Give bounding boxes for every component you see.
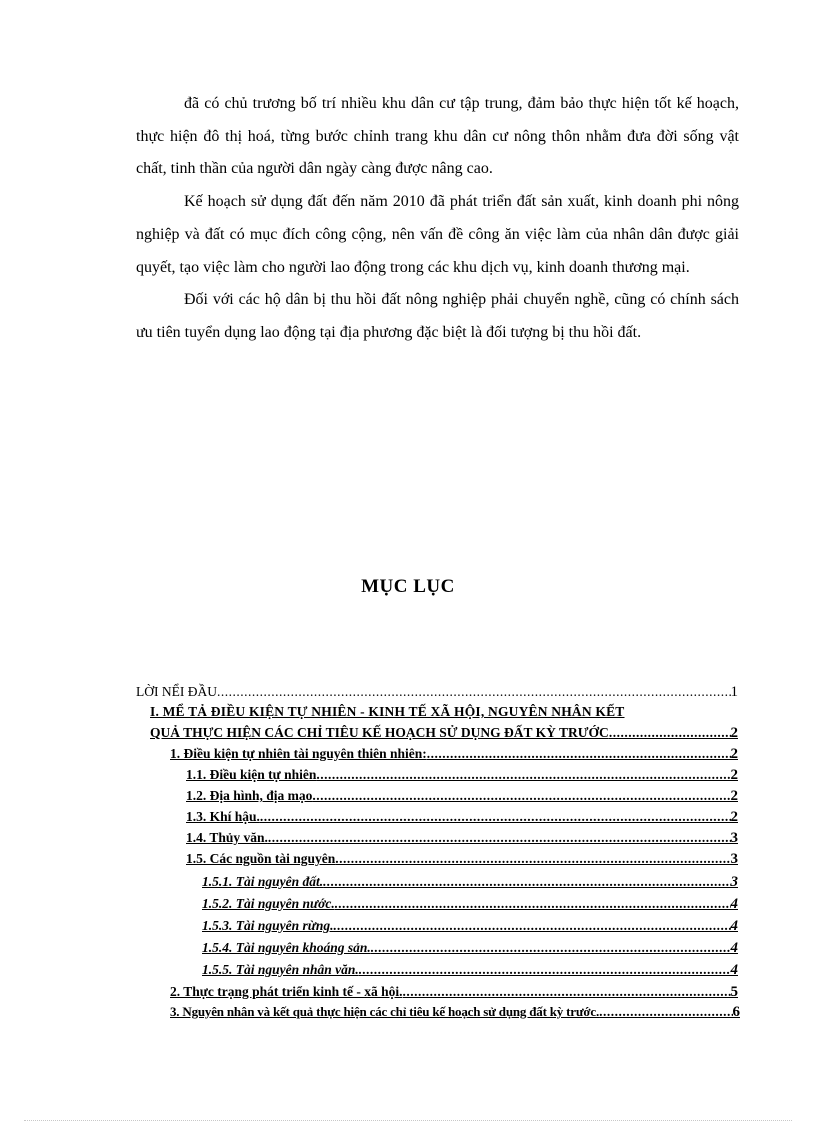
toc-entry-page: 4	[730, 896, 738, 912]
toc-leader-dots	[371, 938, 731, 958]
toc-entry-page: 2	[730, 746, 738, 762]
page-bottom-rule	[24, 1120, 792, 1121]
toc-entry-page: 4	[730, 962, 738, 978]
toc-entry-page: 3	[730, 851, 738, 867]
toc-entry-text: 1.5.5. Tài nguyên nhân văn.	[202, 962, 359, 977]
toc-leader-dots	[316, 765, 730, 785]
toc-entry-page: 4	[730, 918, 738, 934]
toc-leader-dots	[312, 786, 730, 806]
toc-entry[interactable]	[186, 786, 738, 806]
toc-entry-text: 1.3. Khí hậu.	[186, 809, 260, 824]
toc-entry[interactable]	[202, 894, 738, 914]
toc-leader-dots	[335, 849, 730, 869]
toc-entry-text: 2. Thực trạng phát triển kinh tế - xã hội.	[170, 984, 403, 999]
toc-entry-page: 1	[730, 684, 738, 700]
toc-entry-text: 1.5.3. Tài nguyên rừng.	[202, 918, 334, 933]
paragraph: đã có chủ trương bố trí nhiều khu dân cư tập trung, đảm bảo thực hiện tốt kế hoạch, thực hiện đô thị hoá, từng bước chỉnh trang khu dân cư nông thôn nhằm đưa đời sống vật chất, tinh thần của người dân ngày càng được nâng cao.	[136, 95, 739, 178]
toc-entry-text: 1.5.4. Tài nguyên khoáng sản.	[202, 940, 371, 955]
toc-entry-page: 6	[732, 1004, 740, 1020]
toc-title: MỤC LỤC	[361, 576, 455, 597]
toc-leader-dots	[359, 960, 731, 980]
toc-leader-dots	[333, 916, 730, 936]
toc-entry[interactable]	[186, 828, 738, 848]
toc-entry[interactable]	[202, 938, 738, 958]
toc-leader-dots	[403, 982, 731, 1002]
toc-leader-dots	[268, 828, 731, 848]
toc-entry-text: 1.5.2. Tài nguyên nước.	[202, 896, 335, 911]
toc-entry-page: 2	[730, 788, 738, 804]
toc-entry-text: 1.1. Điều kiện tự nhiên	[186, 767, 317, 782]
body-text	[136, 88, 739, 350]
toc-entry-page: 4	[730, 940, 738, 956]
toc-entry-page: 3	[730, 874, 738, 890]
paragraph: Đối với các hộ dân bị thu hồi đất nông nghiệp phải chuyển nghề, cũng có chính sách ưu tiên tuyển dụng lao động tại địa phương đặc biệt là đối tượng bị thu hồi đất.	[136, 291, 739, 341]
toc-entry-text: I. MỂ TẢ ĐIỀU KIỆN TỰ NHIÊN - KINH TẾ XÃ HỘI, NGUYÊN NHÂN KẾT	[150, 704, 625, 719]
toc-entry[interactable]	[150, 702, 715, 722]
toc-leader-dots	[260, 807, 731, 827]
toc-entry-page: 5	[730, 984, 738, 1000]
toc-leader-dots	[609, 723, 731, 743]
toc-entry-page: 2	[730, 767, 738, 783]
toc-entry-text: 1.5.1. Tài nguyên đất.	[202, 874, 324, 889]
toc-leader-dots	[427, 744, 731, 764]
toc-entry[interactable]	[150, 723, 738, 743]
toc-entry-page: 2	[730, 809, 738, 825]
toc-entry[interactable]	[170, 1002, 740, 1022]
toc-entry-text: 1. Điều kiện tự nhiên tài nguyên thiên nhiên:	[170, 746, 427, 761]
toc-leader-dots	[217, 682, 731, 702]
toc-entry-text: 3. Nguyên nhân và kết quả thực hiện các chỉ tiêu kế hoạch sử dụng đất kỳ trước.	[170, 1004, 600, 1019]
toc-entry[interactable]	[186, 849, 738, 869]
toc-entry[interactable]	[170, 982, 738, 1002]
toc-entry-text: QUẢ THỰC HIỆN CÁC CHỈ TIÊU KẾ HOẠCH SỬ DỤNG ĐẤT KỲ TRƯỚC	[150, 725, 609, 740]
toc-entry[interactable]	[202, 872, 738, 892]
toc-entry[interactable]	[186, 765, 738, 785]
toc-leader-dots	[599, 1002, 732, 1022]
toc-entry-text: LỜI NỂI ĐẦU	[136, 684, 217, 699]
toc-entry[interactable]	[202, 916, 738, 936]
toc-entry[interactable]	[202, 960, 738, 980]
toc-entry-page: 3	[730, 830, 738, 846]
toc-leader-dots	[323, 872, 730, 892]
toc-entry-text: 1.4. Thủy văn.	[186, 830, 268, 845]
toc-entry[interactable]	[186, 807, 738, 827]
toc-entry[interactable]	[170, 744, 738, 764]
toc-entry-text: 1.2. Địa hình, địa mạo	[186, 788, 313, 803]
toc-entry[interactable]	[136, 682, 738, 702]
toc-leader-dots	[335, 894, 731, 914]
toc-entry-page: 2	[730, 725, 738, 741]
toc-entry-text: 1.5. Các nguồn tài nguyên	[186, 851, 336, 866]
paragraph: Kế hoạch sử dụng đất đến năm 2010 đã phát triển đất sản xuất, kinh doanh phi nông nghiệp và đất có mục đích công cộng, nên vấn đề công ăn việc làm của nhân dân được giải quyết, tạo việc làm cho người lao động trong các khu dịch vụ, kinh doanh thương mại.	[136, 193, 739, 276]
